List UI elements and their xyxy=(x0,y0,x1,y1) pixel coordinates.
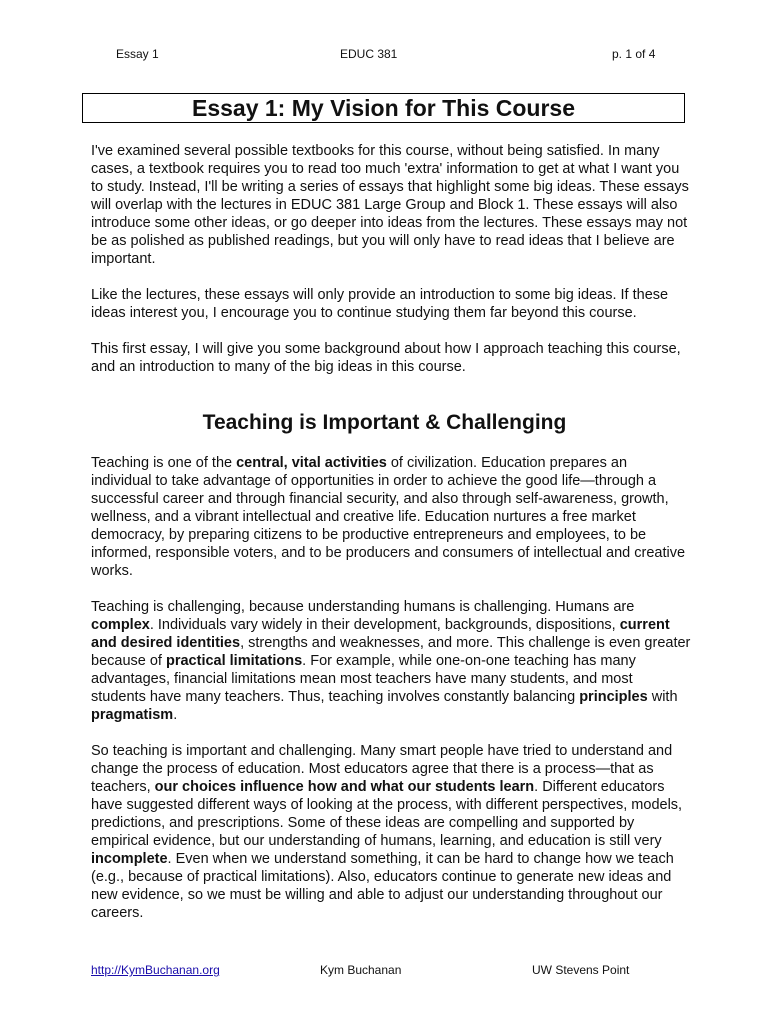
text-run: with xyxy=(647,689,678,705)
emphasis: practical limitations xyxy=(165,653,303,669)
footer-author: Kym Buchanan xyxy=(320,963,402,977)
footer-institution: UW Stevens Point xyxy=(532,963,630,977)
emphasis: complex xyxy=(91,617,150,633)
intro-section xyxy=(91,142,691,376)
section-teaching xyxy=(91,410,691,436)
intro-paragraph-2: Like the lectures, these essays will only provide an introduction to some big ideas. If these ideas interest you, I encourage you to continue studying them far beyond this course. xyxy=(91,287,669,321)
section-body xyxy=(91,454,691,922)
intro-paragraph-3: This first essay, I will give you some background about how I approach teaching this course, and an introduction to many of the big ideas in this course. xyxy=(91,341,681,375)
section-paragraph-2 xyxy=(91,598,691,724)
title-box xyxy=(82,93,685,123)
text-run: , strengths and weaknesses, and more. This challenge is even greater because of xyxy=(91,635,691,669)
text-run: . xyxy=(173,707,178,723)
text-run: So teaching is important and challenging. Many smart people have tried to understand and change the process of education. Most educators agree that there is a process—that as teachers, xyxy=(91,743,673,795)
text-run: . Even when we understand something, it can be hard to change how we teach (e.g., because of practical limitations). Also, educators continue to generate new ideas and new evidence, so we must be willing and able to adjust our understanding throughout our careers. xyxy=(91,851,674,921)
intro-paragraph-1: I've examined several possible textbooks for this course, without being satisfied. In many cases, a textbook requires you to read too much 'extra' information to get at what I want you to study. Instead, I'll be writing a series of essays that highlight some big ideas. These essays will overlap with the lectures in EDUC 381 Large Group and Block 1. These essays will also introduce some other ideas, or go deeper into ideas from the lectures. These essays may not be as polished as published readings, but you will only have to read ideas that I believe are important. xyxy=(91,143,689,267)
section-paragraph-3 xyxy=(91,742,691,922)
header-page-number: p. 1 of 4 xyxy=(612,47,656,61)
emphasis: incomplete xyxy=(91,851,168,867)
section-heading: Teaching is Important & Challenging xyxy=(202,411,567,434)
emphasis: principles xyxy=(579,689,648,705)
text-run: of civilization. Education prepares an individual to take advantage of opportunities in order to achieve the good life—through a successful career and through financial security, and also through self-awareness, growth, wellness, and a vibrant intellectual and creative life. Education nurtures a free market democracy, by preparing citizens to be productive entrepreneurs and employees, to be informed, responsible voters, and to be producers and consumers of intellectual and creative works. xyxy=(91,455,686,579)
page-title: Essay 1: My Vision for This Course xyxy=(191,95,576,121)
emphasis: our choices influence how and what our students learn xyxy=(154,779,535,795)
header-essay-label: Essay 1 xyxy=(116,47,159,61)
footer-website-link[interactable]: http://KymBuchanan.org xyxy=(91,963,220,977)
text-run: . For example, while one-on-one teaching has many advantages, financial limitations mean most teachers have many students, and most students have many teachers. Thus, teaching involves constantly balancing xyxy=(91,653,636,705)
text-run: Teaching is one of the xyxy=(91,455,237,471)
text-run: . Individuals vary widely in their development, backgrounds, dispositions, xyxy=(149,617,620,633)
text-run: Teaching is challenging, because understanding humans is challenging. Humans are xyxy=(91,599,635,615)
header-course-label: EDUC 381 xyxy=(340,47,398,61)
emphasis: pragmatism xyxy=(91,707,174,723)
emphasis: current and desired identities xyxy=(91,617,670,651)
emphasis: central, vital activities xyxy=(236,455,387,471)
section-paragraph-1 xyxy=(91,454,691,580)
text-run: . Different educators have suggested different ways of looking at the process, with different perspectives, models, predictions, and prescriptions. Some of these ideas are compelling and supported by empirical evidence, but our understanding of humans, learning, and education is still very xyxy=(91,779,683,849)
